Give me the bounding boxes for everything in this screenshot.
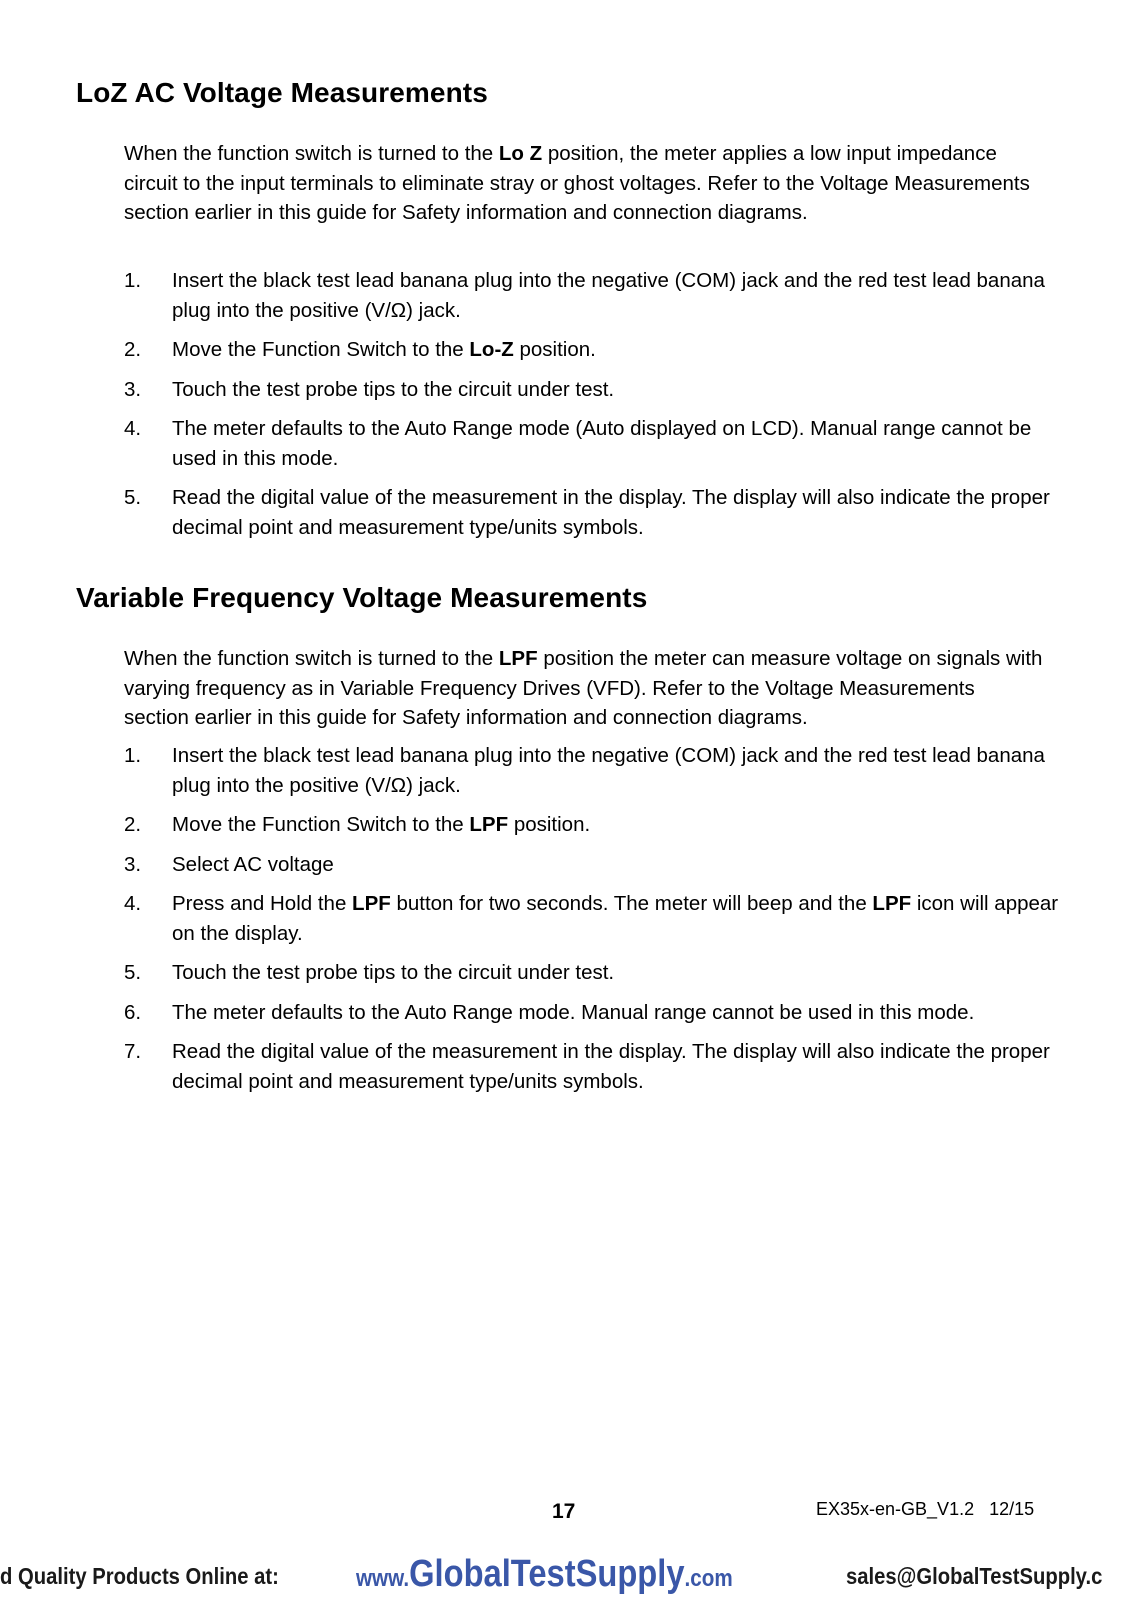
step-number: 6. bbox=[124, 1000, 142, 1024]
section-title-loz: LoZ AC Voltage Measurements bbox=[76, 77, 488, 108]
list-item bbox=[124, 266, 1059, 325]
list-item bbox=[124, 375, 1059, 405]
step-text: Move the Function Switch to the LPF position. bbox=[172, 813, 591, 836]
step-number: 1. bbox=[124, 744, 142, 767]
page-number: 17 bbox=[552, 1500, 576, 1523]
step-number: 5. bbox=[124, 961, 142, 984]
step-text: The meter defaults to the Auto Range mode. Manual range cannot be used in this mode. bbox=[172, 1000, 975, 1024]
step-number: 4. bbox=[124, 417, 142, 440]
list-item bbox=[124, 1037, 1059, 1096]
step-number: 1. bbox=[124, 269, 142, 292]
section-intro-vfd: When the function switch is turned to the LPF position the meter can measure voltage on signals with varying frequency as in Variable Frequency Drives (VFD). Refer to the Voltage Measurements section earlier in this guide for Safety information and connection diagrams. bbox=[124, 647, 1043, 729]
section-intro-loz: When the function switch is turned to the Lo Z position, the meter applies a low input impedance circuit to the input terminals to eliminate stray or ghost voltages. Refer to the Voltage Measurements section earlier in this guide for Safety information and connection diagrams. bbox=[124, 142, 1030, 224]
distributor-footer bbox=[0, 1553, 1130, 1599]
list-item bbox=[124, 810, 1059, 840]
step-text: Insert the black test lead banana plug into the negative (COM) jack and the red test lead banana plug into the positive (V/Ω) jack. bbox=[172, 269, 1045, 322]
steps-list-vfd bbox=[124, 741, 1059, 1106]
website-link[interactable]: www.GlobalTestSupply.com bbox=[356, 1553, 733, 1595]
list-item bbox=[124, 850, 1059, 880]
step-number: 2. bbox=[124, 813, 142, 836]
step-text: Touch the test probe tips to the circuit under test. bbox=[172, 377, 615, 401]
list-item bbox=[124, 741, 1059, 800]
step-text: Move the Function Switch to the Lo-Z position. bbox=[172, 338, 596, 361]
step-text: Insert the black test lead banana plug into the negative (COM) jack and the red test lead banana plug into the positive (V/Ω) jack. bbox=[172, 744, 1045, 797]
step-text: Select AC voltage bbox=[172, 852, 334, 876]
email-link[interactable]: sales@GlobalTestSupply.c bbox=[846, 1563, 1103, 1589]
list-item bbox=[124, 958, 1059, 988]
step-number: 3. bbox=[124, 852, 142, 876]
list-item bbox=[124, 414, 1059, 473]
step-text: Press and Hold the LPF button for two seconds. The meter will beep and the LPF icon will appear on the display. bbox=[172, 892, 1059, 945]
step-number: 4. bbox=[124, 892, 142, 915]
step-number: 7. bbox=[124, 1040, 142, 1063]
step-text: Touch the test probe tips to the circuit under test. bbox=[172, 961, 615, 984]
section-title-vfd: Variable Frequency Voltage Measurements bbox=[76, 582, 648, 613]
list-item bbox=[124, 998, 1059, 1028]
step-text: Read the digital value of the measurement in the display. The display will also indicate the proper decimal point and measurement type/units symbols. bbox=[172, 1040, 1050, 1093]
list-item bbox=[124, 483, 1059, 542]
step-text: Read the digital value of the measurement in the display. The display will also indicate the proper decimal point and measurement type/units symbols. bbox=[172, 486, 1050, 539]
steps-list-loz bbox=[124, 266, 1059, 552]
step-number: 2. bbox=[124, 338, 142, 361]
step-number: 5. bbox=[124, 486, 142, 509]
list-item bbox=[124, 335, 1059, 365]
step-text: The meter defaults to the Auto Range mode (Auto displayed on LCD). Manual range cannot be used in this mode. bbox=[172, 417, 1032, 470]
list-item bbox=[124, 889, 1059, 948]
footer-tagline: d Quality Products Online at: bbox=[0, 1563, 279, 1589]
document-version: EX35x-en-GB_V1.2 12/15 bbox=[816, 1499, 1035, 1519]
step-number: 3. bbox=[124, 377, 142, 401]
